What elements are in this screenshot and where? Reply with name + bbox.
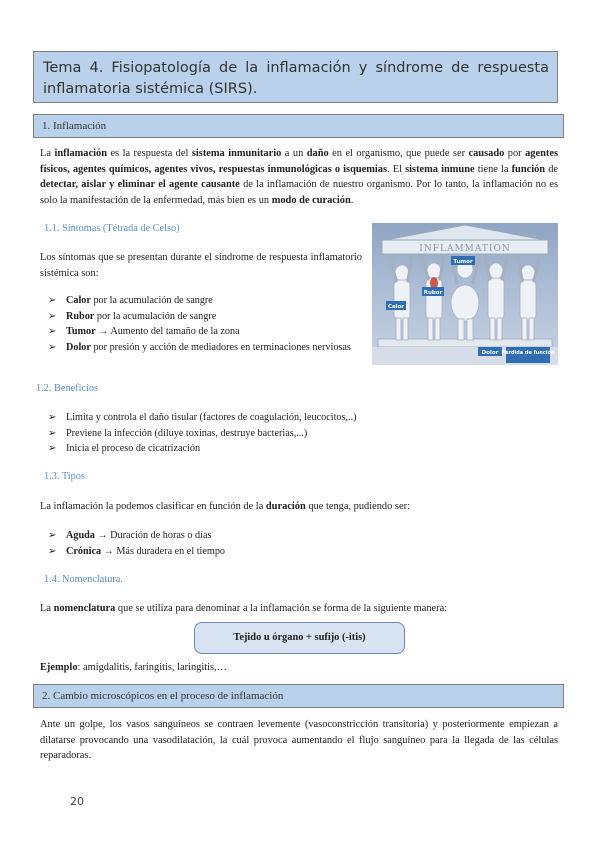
intro-run: .: [350, 194, 354, 206]
sintomas-intro: Los síntomas que se presentan durante el síndrome de respuesta inflamatorio sistémica son:: [40, 252, 362, 279]
cambio-paragraph: Ante un golpe, los vasos sanguíneos se contraen levemente (vasoconstricción transitoria) y posteriormente empiezan a dilatarse provocando una vasodilatación, la cuál provoca aumentando el flujo sanguíneo para la llegada de las células reparadoras.: [40, 719, 558, 761]
section-header-cambio: 2. Cambio microscópicos en el proceso de inflamación: [33, 684, 564, 708]
label-rubor: Rubor: [423, 290, 443, 296]
subheading-tipos: 1.3. Tipos: [44, 471, 85, 482]
inflamacion-intro-paragraph: [40, 146, 558, 208]
beneficios-list: [44, 410, 544, 457]
intro-run: agentes físicos, agentes químicos, agentes vivos, respuestas inmunológicas o isquemias: [40, 148, 559, 175]
intro-run: daño: [306, 148, 329, 159]
intro-run: en el organismo, que puede ser: [328, 148, 469, 159]
page-title: Tema 4. Fisiopatología de la inflamación y síndrome de respuesta inflamatoria sistémica (SIRS).: [33, 51, 558, 103]
intro-run: a un: [281, 148, 307, 159]
list-item: ➢ Dolor por presión y acción de mediadores en terminaciones nerviosas: [44, 340, 362, 356]
intro-run: inflamación: [54, 148, 107, 159]
tipos-list: [44, 528, 444, 559]
intro-run: La: [40, 148, 55, 159]
list-item: ➢ Tumor → Aumento del tamaño de la zona: [44, 324, 362, 340]
intro-run: es la respuesta del: [106, 148, 192, 159]
nomenclatura-intro: La nomenclatura que se utiliza para denominar a la inflamación se forma de la siguiente manera:: [40, 603, 448, 614]
label-perdida: Pérdida de función: [501, 350, 555, 356]
inflammation-illustration: [372, 223, 558, 365]
page-number: 20: [70, 795, 84, 808]
list-item: ➢ Aguda → Duración de horas o días: [44, 528, 444, 544]
label-calor: Calor: [387, 304, 405, 310]
subheading-nomenclatura: 1.4. Nomenclatura.: [44, 574, 123, 585]
list-item: ➢ Rubor por la acumulación de sangre: [44, 309, 362, 325]
list-item: ➢ Inicia el proceso de cicatrización: [44, 441, 544, 457]
list-item: ➢ Limita y controla el daño tisular (factores de coagulación, leucocitos,..): [44, 410, 544, 426]
tipos-intro: La inflamación la podemos clasificar en función de la duración que tenga, pudiendo ser:: [40, 501, 410, 512]
image-banner-text: INFLAMMATION: [419, 244, 511, 254]
label-tumor: Tumor: [453, 259, 473, 265]
nomenclatura-example: Ejemplo: amigdalitis, faringitis, laringitis,…: [40, 662, 228, 673]
nomenclature-formula-box: Tejido u órgano + sufijo (-itis): [194, 622, 405, 654]
intro-run: tiene la: [474, 163, 512, 175]
intro-run: modo de curación: [271, 194, 351, 206]
sintomas-list: [44, 293, 362, 355]
list-item: ➢ Calor por la acumulación de sangre: [44, 293, 362, 309]
intro-run: función: [511, 163, 546, 175]
label-dolor: Dolor: [481, 350, 499, 356]
subheading-beneficios: 1.2. Beneficios: [36, 383, 99, 394]
intro-run: por: [504, 148, 526, 159]
subheading-sintomas: 1.1. Síntomas (Tétrada de Celso): [44, 223, 180, 234]
list-item: ➢ Previene la infección (diluye toxinas, destruye bacterias,...): [44, 426, 544, 442]
intro-run: . El: [387, 163, 406, 175]
intro-run: causado: [468, 148, 505, 159]
intro-run: sistema inmune: [405, 163, 475, 175]
intro-run: de: [545, 163, 559, 175]
intro-run: detectar, aislar y eliminar el agente causante: [40, 179, 240, 190]
section-header-inflamacion: 1. Inflamación: [33, 114, 564, 138]
intro-run: sistema inmunitario: [191, 148, 282, 159]
intro-run: de la inflamación de nuestro organismo. Por lo tanto, la inflamación no es solo la manifestación de la enfermedad, más bien es un: [40, 179, 558, 206]
list-item: ➢ Crónica → Más duradera en el tiempo: [44, 544, 444, 560]
